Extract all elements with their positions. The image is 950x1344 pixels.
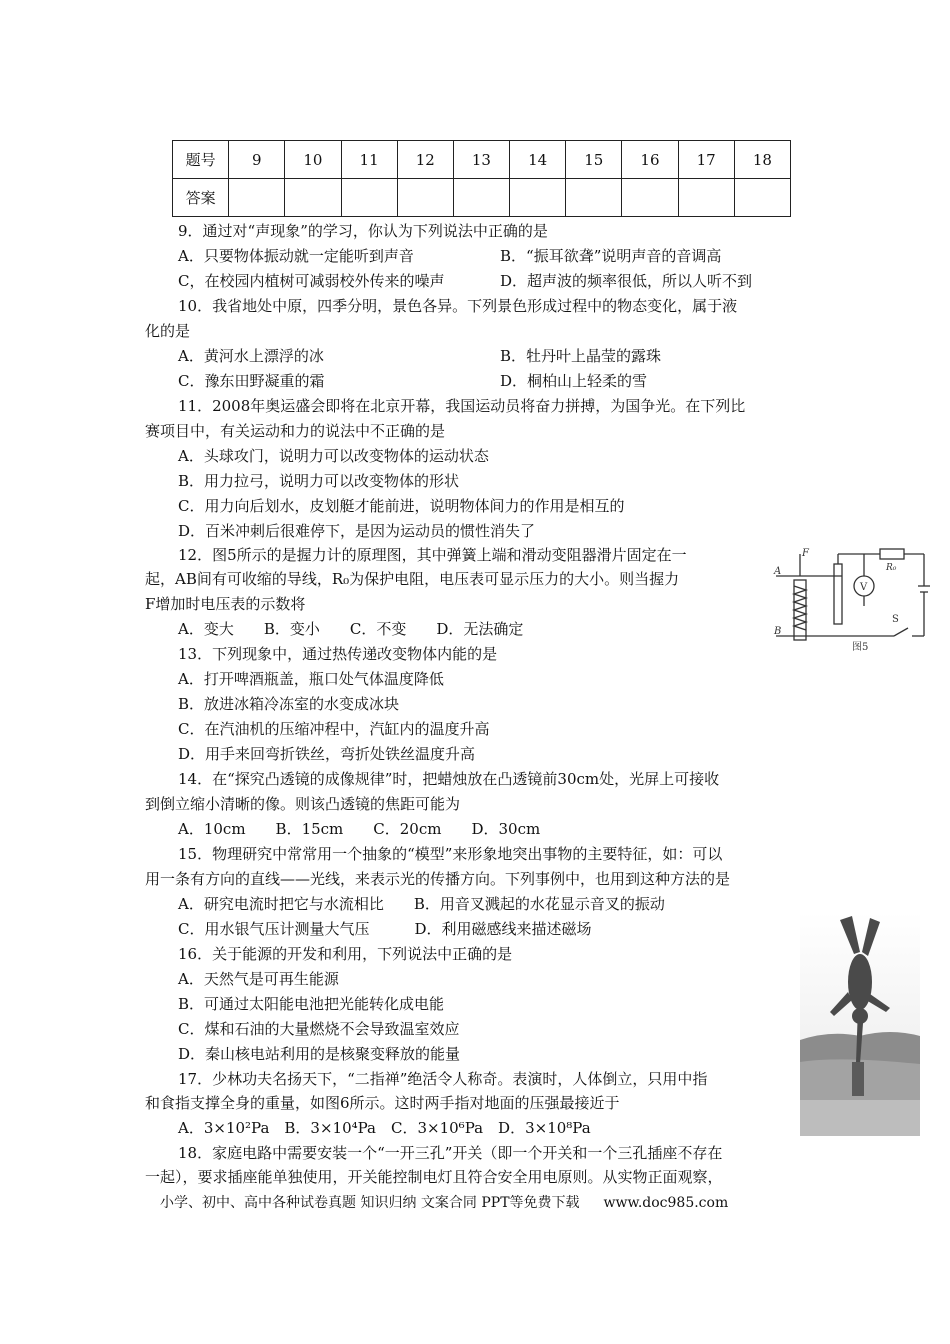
question-stem-continued: 起，AB间有可收缩的导线，R₀为保护电阻，电压表可显示压力的大小。则当握力 (145, 570, 680, 588)
answer-option: C．煤和石油的大量燃烧不会导致温室效应 (178, 1020, 460, 1038)
answer-option: B．放进冰箱冷冻室的水变成冰块 (178, 695, 400, 713)
question-stem-continued: 赛项目中，有关运动和力的说法中不正确的是 (145, 422, 446, 440)
figure-6-photo (800, 912, 920, 1136)
answer-option: A．研究电流时把它与水流相比 B．用音叉溅起的水花显示音叉的振动 (178, 895, 665, 913)
answer-option: A．只要物体振动就一定能听到声音 (178, 247, 414, 265)
answer-option: A．变大 B．变小 C．不变 D．无法确定 (178, 620, 524, 638)
table-answer-cell[interactable] (734, 179, 790, 217)
answer-option: C．在汽油机的压缩冲程中，汽缸内的温度升高 (178, 720, 490, 738)
page-footer (160, 1192, 728, 1212)
table-question-number: 9 (229, 141, 285, 179)
answer-option: B．用力拉弓，说明力可以改变物体的形状 (178, 472, 460, 490)
fig5-label-S: S (892, 614, 899, 625)
table-row-answers (173, 179, 791, 217)
answer-option: C，在校园内植树可减弱校外传来的噪声 (178, 272, 445, 290)
table-answer-cell[interactable] (510, 179, 566, 217)
table-answer-cell[interactable] (566, 179, 622, 217)
question-stem: 13．下列现象中，通过热传递改变物体内能的是 (178, 645, 498, 663)
question-stem: 12．图5所示的是握力计的原理图，其中弹簧上端和滑动变阻器滑片固定在一 (178, 546, 687, 564)
question-stem-continued: 和食指支撑全身的重量，如图6所示。这时两手指对地面的压强最接近于 (145, 1094, 620, 1112)
table-question-number: 16 (622, 141, 678, 179)
footer-text: 小学、初中、高中各种试卷真题 知识归纳 文案合同 PPT等免费下载 (160, 1195, 580, 1211)
question-stem: 16．关于能源的开发和利用，下列说法中正确的是 (178, 945, 513, 963)
table-question-number: 10 (285, 141, 341, 179)
table-question-number: 13 (453, 141, 509, 179)
question-stem: 17．少林功夫名扬天下，“二指禅”绝活令人称奇。表演时，人体倒立，只用中指 (178, 1070, 708, 1088)
fig5-label-R0: R₀ (886, 563, 897, 573)
question-stem-continued: 用一条有方向的直线——光线，来表示光的传播方向。下列事例中，也用到这种方法的是 (145, 870, 731, 888)
question-stem: 9．通过对“声现象”的学习，你认为下列说法中正确的是 (178, 222, 548, 240)
question-stem-continued: 化的是 (145, 322, 191, 340)
table-question-number: 18 (734, 141, 790, 179)
table-question-number: 11 (341, 141, 397, 179)
footer-url[interactable]: www.doc985.com (603, 1195, 729, 1211)
question-stem: 11．2008年奥运盛会即将在北京开幕，我国运动员将奋力拼搏，为国争光。在下列比 (178, 397, 746, 415)
fig5-label-A: A (774, 566, 782, 577)
table-row-numbers (173, 141, 791, 179)
fig5-label-B: B (774, 626, 782, 637)
table-answer-cell[interactable] (341, 179, 397, 217)
answer-option: B．可通过太阳能电池把光能转化成电能 (178, 995, 445, 1013)
table-answer-cell[interactable] (229, 179, 285, 217)
table-question-number: 14 (510, 141, 566, 179)
answer-option: A．打开啤酒瓶盖，瓶口处气体温度降低 (178, 670, 444, 688)
table-answer-cell[interactable] (285, 179, 341, 217)
answer-option: C．豫东田野凝重的霜 (178, 372, 325, 390)
answer-table (172, 140, 791, 217)
answer-option: D．用手来回弯折铁丝，弯折处铁丝温度升高 (178, 745, 476, 763)
answer-option: B．“振耳欲聋”说明声音的音调高 (500, 247, 722, 265)
fig5-label-F: F (802, 548, 809, 559)
answer-option: C．用力向后划水，皮划艇才能前进，说明物体间力的作用是相互的 (178, 497, 625, 515)
answer-option: A．10cm B．15cm C．20cm D．30cm (178, 820, 541, 838)
question-stem-continued: 到倒立缩小清晰的像。则该凸透镜的焦距可能为 (145, 795, 461, 813)
question-stem-continued: 一起），要求插座能单独使用，开关能控制电灯且符合安全用电原则。从实物正面观察， (145, 1168, 723, 1186)
question-stem-continued: F增加时电压表的示数将 (145, 595, 306, 613)
answer-option: A．天然气是可再生能源 (178, 970, 339, 988)
question-stem: 18．家庭电路中需要安装一个“一开三孔”开关（即一个开关和一个三孔插座不存在 (178, 1144, 723, 1162)
fig5-caption: 图5 (852, 642, 869, 653)
answer-option: A．黄河水上漂浮的冰 (178, 347, 324, 365)
answer-option: D．桐柏山上轻柔的雪 (500, 372, 648, 390)
question-stem: 10．我省地处中原，四季分明，景色各异。下列景色形成过程中的物态变化，属于液 (178, 297, 738, 315)
table-header-label: 题号 (173, 141, 229, 179)
answer-option: D．秦山核电站利用的是核聚变释放的能量 (178, 1045, 461, 1063)
table-question-number: 15 (566, 141, 622, 179)
table-answer-cell[interactable] (453, 179, 509, 217)
answer-option: D．超声波的频率很低，所以人听不到 (500, 272, 753, 290)
answer-option: A．头球攻门，说明力可以改变物体的运动状态 (178, 447, 489, 465)
answer-option: B．牡丹叶上晶莹的露珠 (500, 347, 662, 365)
question-stem: 14．在“探究凸透镜的成像规律”时，把蜡烛放在凸透镜前30cm处，光屏上可接收 (178, 770, 720, 788)
figure-5-circuit (772, 546, 932, 656)
question-stem: 15．物理研究中常常用一个抽象的“模型”来形象地突出事物的主要特征，如：可以 (178, 845, 723, 863)
answer-option: C．用水银气压计测量大气压 D．利用磁感线来描述磁场 (178, 920, 592, 938)
answer-option: A．3×10²Pa B．3×10⁴Pa C．3×10⁶Pa D．3×10⁸Pa (178, 1119, 591, 1137)
table-answer-label: 答案 (173, 179, 229, 217)
table-answer-cell[interactable] (397, 179, 453, 217)
table-question-number: 12 (397, 141, 453, 179)
answer-option: D．百米冲刺后很难停下，是因为运动员的惯性消失了 (178, 522, 536, 540)
table-question-number: 17 (678, 141, 734, 179)
fig5-label-V: V (860, 582, 868, 593)
table-answer-cell[interactable] (622, 179, 678, 217)
table-answer-cell[interactable] (678, 179, 734, 217)
